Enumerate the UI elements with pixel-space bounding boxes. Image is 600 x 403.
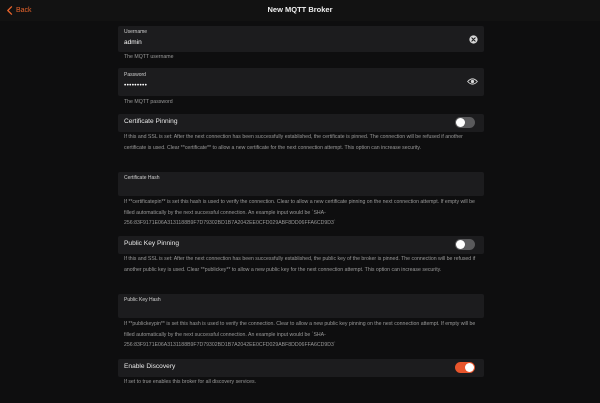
password-field[interactable] xyxy=(118,68,484,96)
certificate-hash-field[interactable] xyxy=(118,172,484,196)
username-input[interactable]: admin xyxy=(124,39,142,46)
navigation-bar xyxy=(0,0,600,21)
enable-discovery-row xyxy=(118,359,484,377)
public-key-hash-field[interactable] xyxy=(118,294,484,318)
username-help: The MQTT username xyxy=(124,54,174,60)
toggle-knob xyxy=(465,363,474,372)
toggle-knob xyxy=(456,118,465,127)
back-label: Back xyxy=(16,7,32,14)
password-label: Password xyxy=(124,72,146,78)
certificate-pinning-label: Certificate Pinning xyxy=(124,118,178,125)
certificate-hash-label: Certificate Hash xyxy=(124,175,160,181)
certificate-pinning-row xyxy=(118,114,484,132)
eye-icon[interactable] xyxy=(467,77,478,86)
public-key-pinning-row xyxy=(118,236,484,254)
username-field[interactable] xyxy=(118,26,484,52)
enable-discovery-help: If set to true enables this broker for all discovery services. xyxy=(124,379,257,385)
username-label: Username xyxy=(124,29,148,35)
certificate-hash-help: If **certificatepin** is set this hash is used to verify the connection. Clear to allow a new certificate pinning on the next connection attempt. If empty will be filled automatically by the next successful connection. An example input would be `SHA-256:83F9171E06A3131188B9F7D79302BD1B7A2042EE0CFD029ABF8DD06FFA6CD9D3` xyxy=(124,199,475,226)
public-key-pinning-help: If this and SSL is set: After the next connection has been successfully established, the public key of the broker is pinned. The connection will be refused if another public key is used. Clear **publickey** to allow a new public key for the next connection attempt. This option can increase security. xyxy=(124,256,476,273)
public-key-pinning-toggle[interactable] xyxy=(455,239,475,250)
public-key-hash-help: If **publickeypin** is set this hash is used to verify the connection. Clear to allow a new public key pinning on the next connection attempt. If empty will be filled automatically by the next successful connection. An example input would be `SHA-256:83F9171E06A3131188B9F7D79302BD1B7A2042EE0CFD029ABF8DD06FFA6CD9D3` xyxy=(124,321,476,348)
public-key-hash-label: Public Key Hash xyxy=(124,297,161,303)
public-key-pinning-label: Public Key Pinning xyxy=(124,240,179,247)
certificate-pinning-help: If this and SSL is set: After the next connection has been successfully established, the certificate is pinned. The connection will be refused if another certificate is used. Clear **certificate** to allow a new certificate for the next connection attempt. This option can increase security. xyxy=(124,134,463,151)
clear-circle-icon[interactable] xyxy=(469,35,478,44)
password-input[interactable]: ••••••••• xyxy=(124,82,148,89)
page-title: New MQTT Broker xyxy=(267,5,333,14)
enable-discovery-toggle[interactable] xyxy=(455,362,475,373)
enable-discovery-label: Enable Discovery xyxy=(124,363,176,370)
certificate-pinning-toggle[interactable] xyxy=(455,117,475,128)
toggle-knob xyxy=(456,240,465,249)
password-help: The MQTT password xyxy=(124,99,173,105)
